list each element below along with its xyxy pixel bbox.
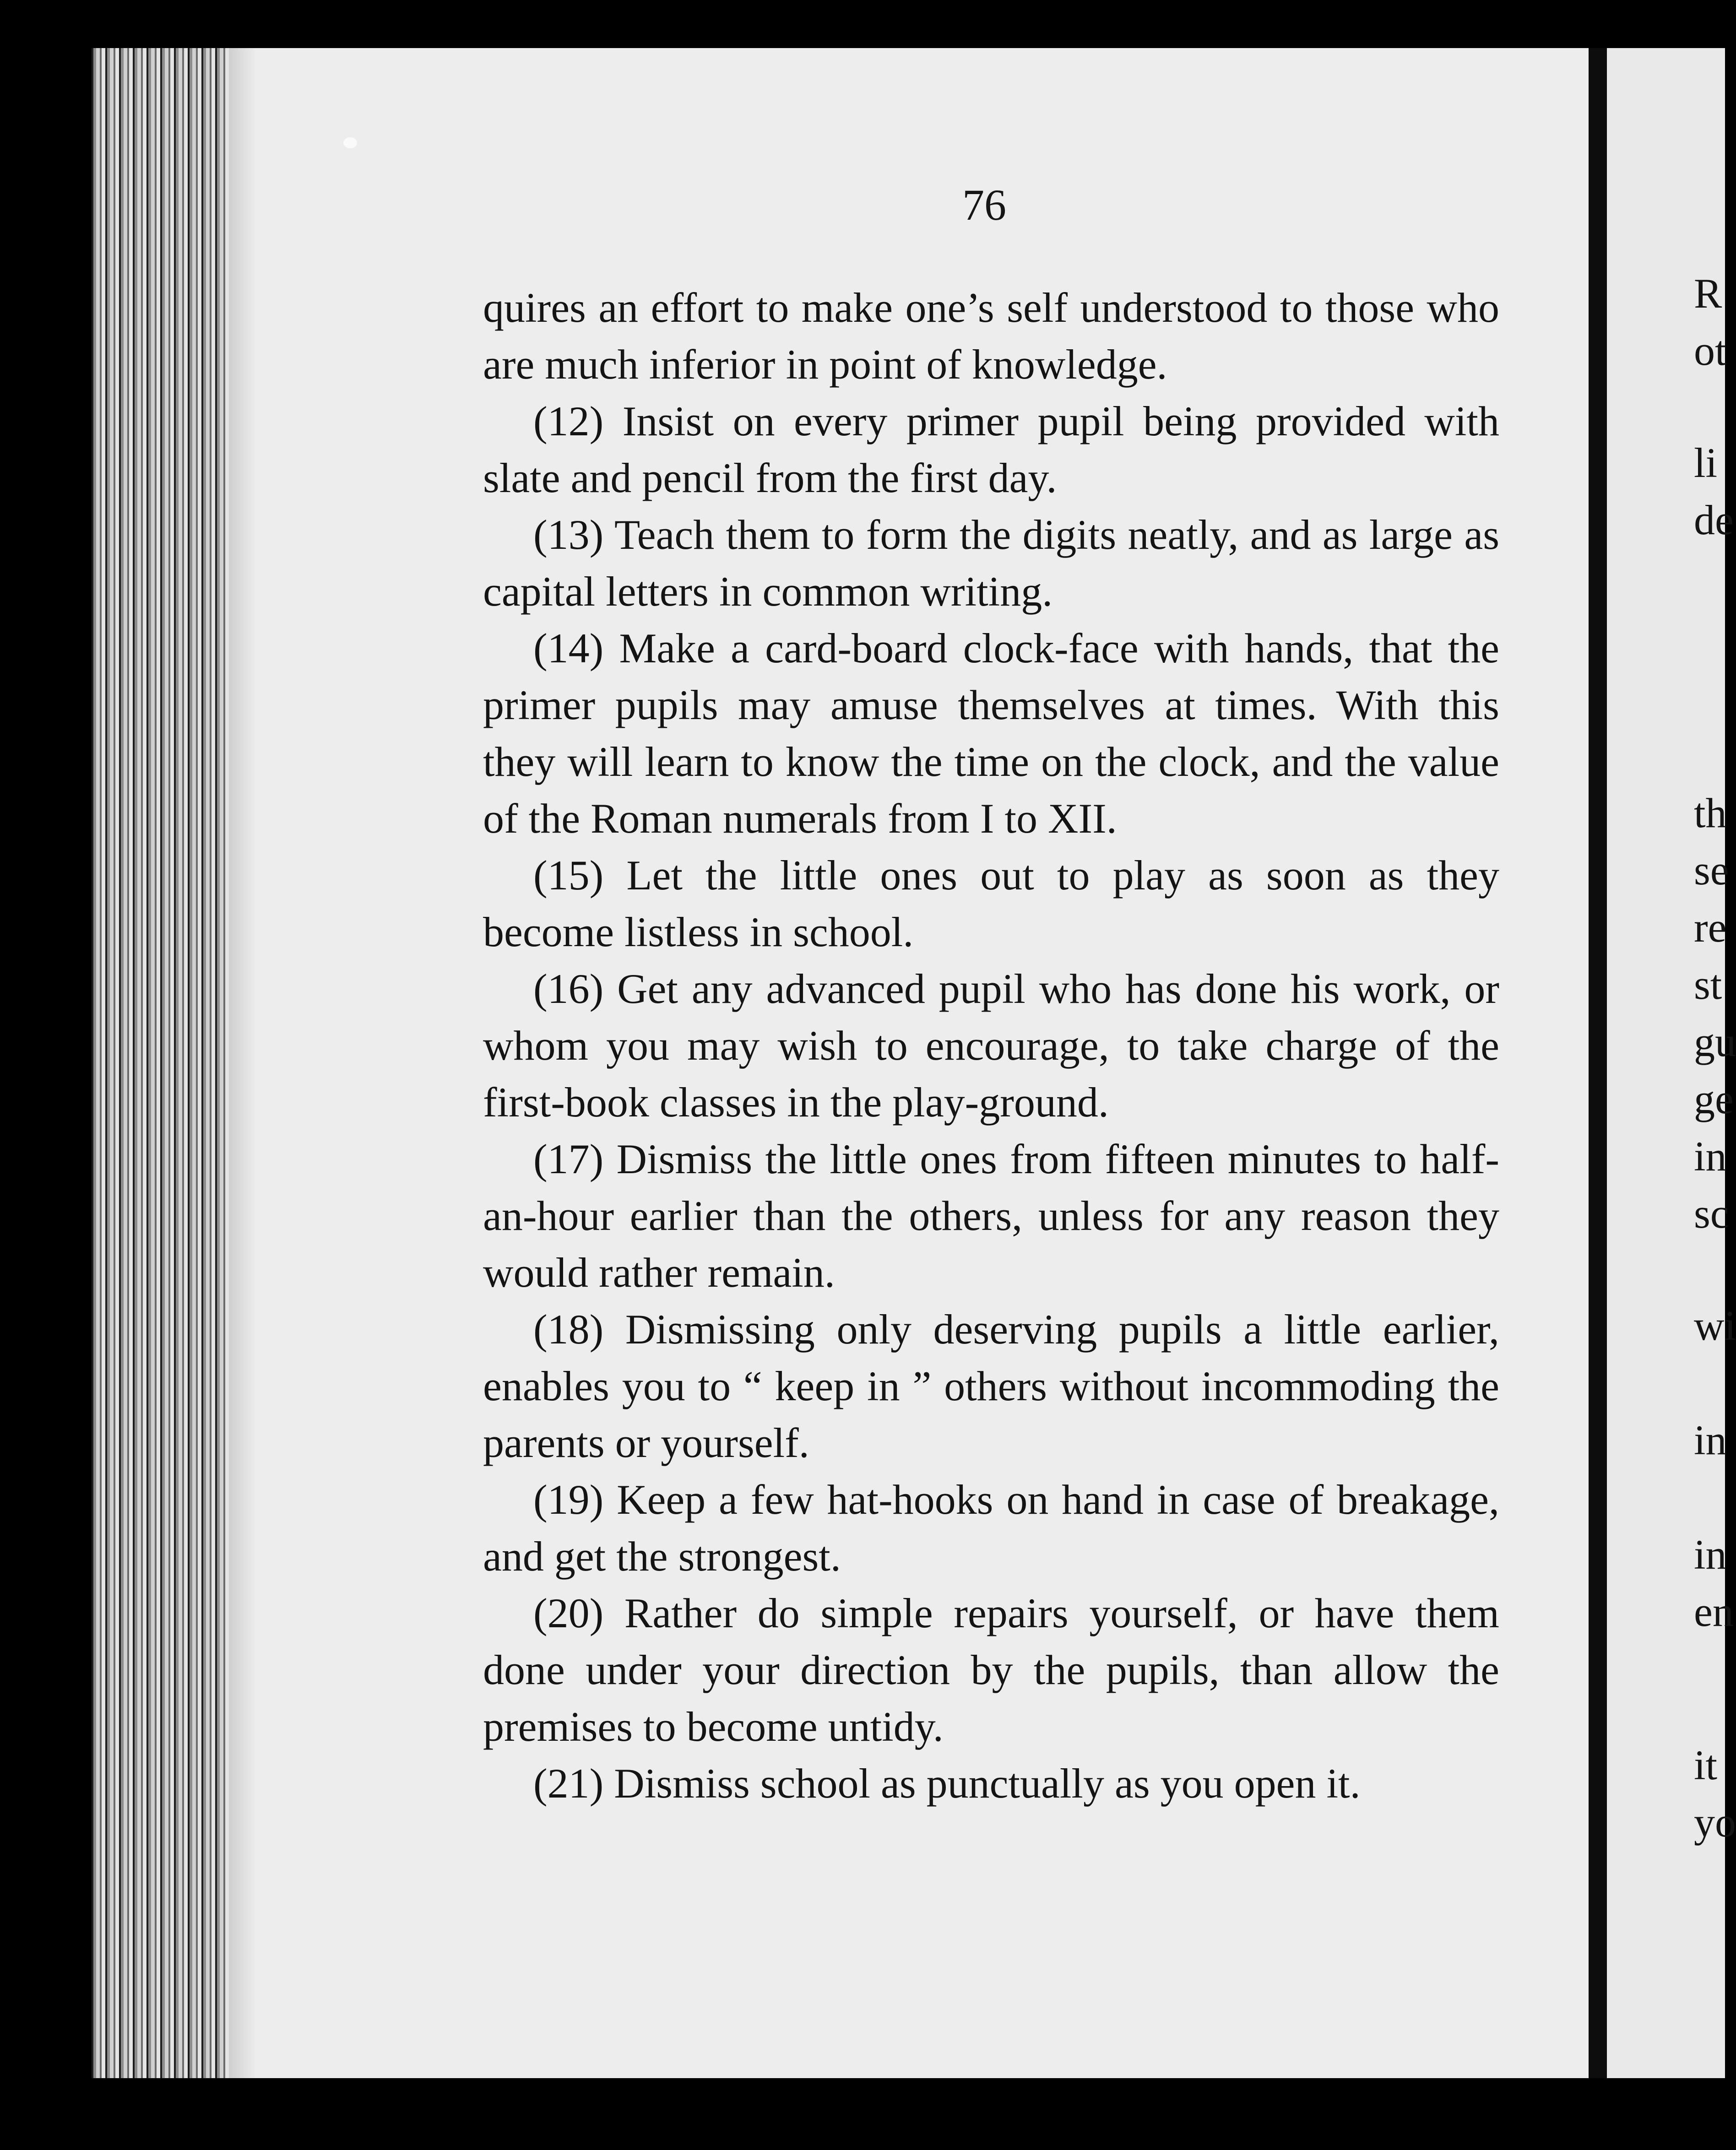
right-page-fragment: yo — [1694, 1799, 1736, 1846]
book-gutter — [1589, 48, 1607, 2078]
right-page-fragment: wi — [1694, 1302, 1736, 1349]
right-page-fragment: li — [1694, 439, 1718, 486]
paragraph-16: (16) Get any advanced pupil who has done his work, or whom you may wish to encourage, to take charge of the first-book classes in the play-ground. — [483, 965, 1499, 1126]
right-page-fragment: th — [1694, 790, 1727, 836]
right-page-fragment: in — [1694, 1133, 1727, 1180]
right-page-fragment: ot — [1694, 327, 1727, 374]
right-page-fragment: de — [1694, 497, 1734, 543]
paragraph-12: (12) Insist on every primer pupil being provided with slate and pencil from the first day. — [483, 398, 1499, 501]
right-page-fragment: se — [1694, 847, 1729, 894]
paragraph-13: (13) Teach them to form the digits neatly, and as large as capital letters in common writing. — [483, 511, 1499, 615]
right-page-fragment: en — [1694, 1588, 1734, 1635]
page-body — [483, 279, 1499, 1812]
scan-bottom-border — [0, 2078, 1725, 2150]
scan-top-border — [0, 0, 1725, 48]
right-page-fragment: gu — [1694, 1018, 1736, 1065]
right-page-fragment: re — [1694, 904, 1727, 951]
page-number: 76 — [962, 180, 1006, 229]
right-page-fragment: it — [1694, 1742, 1718, 1788]
right-page-fragment: in — [1694, 1417, 1727, 1463]
paragraph-17: (17) Dismiss the little ones from fifteen minutes to half-an-hour earlier than the others, unless for any reason they would rather remain. — [483, 1136, 1499, 1296]
paragraph-21: (21) Dismiss school as punctually as you open it. — [533, 1760, 1361, 1807]
page-edges — [92, 48, 229, 2078]
page-edges-shadow — [229, 48, 256, 2078]
right-page-fragment: ge — [1694, 1076, 1734, 1122]
paragraph-20: (20) Rather do simple repairs yourself, or have them done under your direction by the pupils, than allow the premises to become untidy. — [483, 1590, 1499, 1750]
right-page-fragment: in — [1694, 1531, 1727, 1578]
paragraph-14: (14) Make a card-board clock-face with hands, that the primer pupils may amuse themselves at times. With this they will learn to know the time on the clock, and the value of the Roman numerals from I to XII. — [483, 625, 1499, 842]
right-page-fragment: sc — [1694, 1190, 1729, 1237]
paragraph-19: (19) Keep a few hat-hooks on hand in case of breakage, and get the strongest. — [483, 1476, 1499, 1580]
right-page-fragment: st — [1694, 961, 1722, 1008]
right-page-fragment: R — [1694, 270, 1722, 317]
paragraph-continuation: quires an effort to make one’s self understood to those who are much inferior in point of knowledge. — [483, 284, 1499, 388]
paragraph-15: (15) Let the little ones out to play as soon as they become listless in school. — [483, 852, 1499, 955]
paper-speck — [343, 137, 357, 148]
paragraph-18: (18) Dismissing only deserving pupils a little earlier, enables you to “ keep in ” others without incommoding the parents or yourself. — [483, 1306, 1499, 1466]
